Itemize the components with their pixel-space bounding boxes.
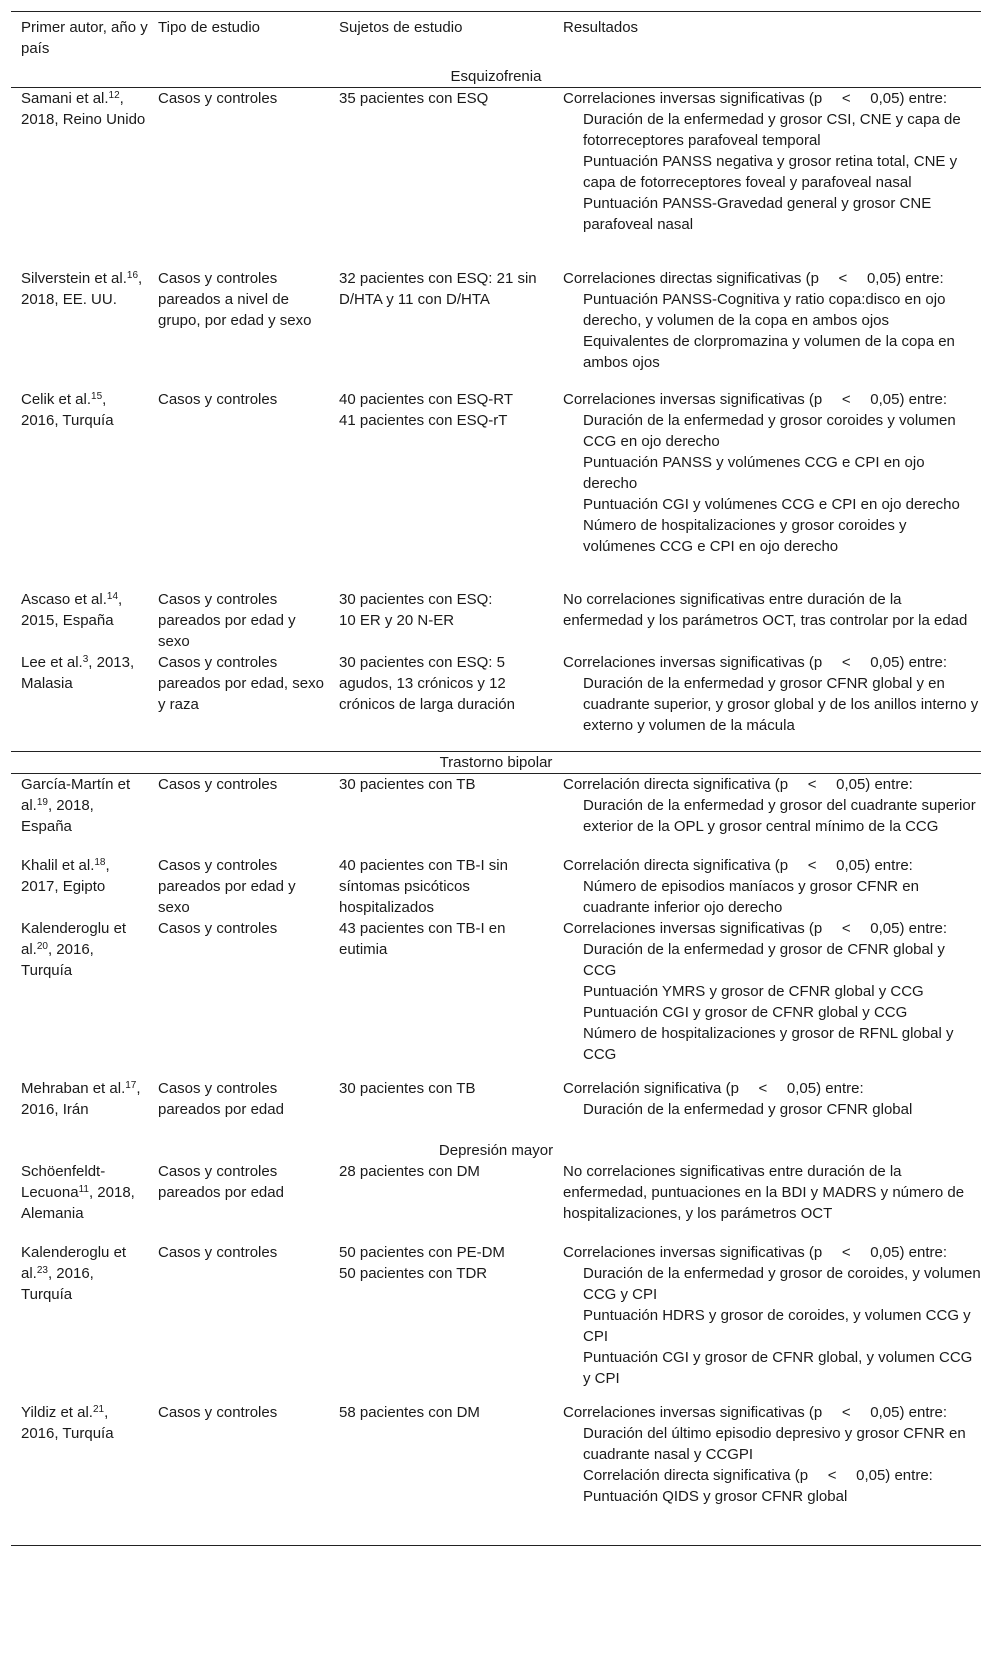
result-item: Número de hospitalizaciones y grosor coroides y volúmenes CCG e CPI en ojo derecho [583,516,907,555]
section-title: Trastorno bipolar [11,752,981,774]
results-cell: No correlaciones significativas entre duración de la enfermedad, puntuaciones en la BDI y MADRS y número de hospitalizaciones, y los parámetros OCT [563,1162,965,1222]
author-cell: Lee et al.$^3$, 2013, Malasia [21,653,135,692]
results-cell: Correlaciones inversas significativas (p < 0,05) entre: Duración de la enfermedad y grosor CSI, CNE y capa de fotorreceptores parafoveal temporal Puntuación PANSS negativa y grosor retina total, CNE y capa de fotorreceptores foveal y parafoveal nasal Puntuación PANSS-Gravedad general y grosor CNE parafoveal nasal [553,88,981,268]
result-item: Número de hospitalizaciones y grosor de RFNL global y CCG [583,1024,954,1063]
study-type-cell: Casos y controles [148,1402,329,1546]
results-cell: Correlación directa significativa (p < 0,05) entre: Duración de la enfermedad y grosor del cuadrante superior exterior de la OPL y grosor central mínimo de la CCG [553,774,981,855]
reference-number: 18 [94,856,106,868]
table-row [11,855,981,918]
result-item: Duración del último episodio depresivo y grosor CFNR en cuadrante nasal y CCGPI [583,1424,966,1463]
reference-number: 23 [36,1264,48,1276]
reference-number: 17 [125,1079,137,1091]
result-item: Puntuación PANSS y volúmenes CCG e CPI en ojo derecho [583,453,925,492]
result-item: Puntuación HDRS y grosor de coroides, y volumen CCG y CPI [583,1306,971,1345]
table-row [11,774,981,855]
study-type-cell: Casos y controles pareados por edad y sexo [158,590,296,650]
table-row [11,918,981,1078]
subjects-cell: 30 pacientes con TB [339,776,476,793]
author-cell: Kalenderoglu et al.$^{20}$, 2016, Turquía [21,919,127,979]
section-title: Esquizofrenia [11,66,981,88]
result-item: Puntuación CGI y volúmenes CCG e CPI en ojo derecho [583,495,960,513]
reference-number: 21 [92,1403,105,1415]
study-type-cell: Casos y controles [158,390,278,408]
results-cell: Correlaciones inversas significativas (p < 0,05) entre: Duración de la enfermedad y grosor CFNR global y en cuadrante superior, y grosor global y de los anillos interno y externo y volumen de la mácula [553,652,981,752]
reference-number: 15 [91,390,103,402]
result-item: Duración de la enfermedad y grosor de CFNR global y CCG [583,940,945,979]
reference-number: 20 [36,940,48,952]
subjects-cell: 30 pacientes con ESQ: 10 ER y 20 N-ER [339,590,493,629]
subjects-cell: 43 pacientes con TB-I en eutimia [339,919,506,958]
result-item: Duración de la enfermedad y grosor CFNR global y en cuadrante superior, y grosor global y de los anillos interno y externo y volumen de la mácula [583,674,979,734]
author-cell: Ascaso et al.$^{14}$, 2015, España [21,590,123,629]
subjects-cell: 32 pacientes con ESQ: 21 sin D/HTA y 11 con D/HTA [339,269,537,308]
header-author: Primer autor, año y país [21,19,148,57]
result-item: Duración de la enfermedad y grosor CSI, CNE y capa de fotorreceptores parafoveal temporal [583,111,961,149]
header-study-type: Tipo de estudio [158,19,261,36]
table-header-row [11,12,981,67]
section-row-bipolar [11,752,981,774]
result-item: Duración de la enfermedad y grosor de coroides, y volumen CCG y CPI [583,1264,981,1303]
results-cell: Correlaciones directas significativas (p < 0,05) entre: Puntuación PANSS-Cognitiva y ratio copa:disco en ojo derecho, y volumen de la copa en ambos ojos Equivalentes de clorpromazina y volumen de la copa en ambos ojos [553,268,981,389]
header-results: Resultados [563,19,639,36]
subjects-cell: 30 pacientes con TB [339,1079,476,1097]
result-item: Duración de la enfermedad y grosor coroides y volumen CCG en ojo derecho [583,411,956,450]
reference-number: 16 [126,269,139,281]
author-cell: García-Martín et al.$^{19}$, 2018, España [21,776,131,835]
result-item: Puntuación QIDS y grosor CFNR global [583,1487,848,1505]
study-type-cell: Casos y controles pareados a nivel de grupo, por edad y sexo [158,269,312,329]
header-subjects: Sujetos de estudio [339,19,463,36]
reference-number: 14 [106,590,119,602]
subjects-cell: 30 pacientes con ESQ: 5 agudos, 13 crónicos y 12 crónicos de larga duración [339,653,515,713]
result-item: Puntuación CGI y grosor de CFNR global, y volumen CCG y CPI [583,1348,973,1387]
result-item: Puntuación PANSS negativa y grosor retina total, CNE y capa de fotorreceptores foveal y parafoveal nasal [583,153,958,191]
subjects-cell: 40 pacientes con ESQ-RT 41 pacientes con ESQ-rT [339,390,513,429]
result-item: Puntuación PANSS-Cognitiva y ratio copa:disco en ojo derecho, y volumen de la copa en ambos ojos [583,290,946,329]
table-row [11,1242,981,1402]
reference-number: 12 [108,90,120,101]
results-cell: Correlación directa significativa (p < 0,05) entre: Número de episodios maníacos y grosor CFNR en cuadrante inferior ojo derecho [553,855,981,918]
subjects-cell: 28 pacientes con DM [339,1162,480,1180]
result-item: Número de episodios maníacos y grosor CFNR en cuadrante inferior ojo derecho [583,877,919,916]
author-cell: Silverstein et al.$^{16}$, 2018, EE. UU. [21,269,143,308]
reference-number: 19 [36,797,48,808]
results-cell: Correlaciones inversas significativas (p < 0,05) entre: Duración de la enfermedad y grosor de CFNR global y CCG Puntuación YMRS y grosor de CFNR global y CCG Puntuación CGI y grosor de CFNR global y CCG Número de hospitalizaciones y grosor de RFNL global y CCG [553,918,981,1078]
reference-number: 3 [82,653,89,665]
study-type-cell: Casos y controles pareados por edad [158,1079,284,1118]
study-type-cell: Casos y controles pareados por edad [158,1162,284,1201]
table-row [11,589,981,652]
results-cell: Correlaciones inversas significativas (p < 0,05) entre: Duración de la enfermedad y grosor de coroides, y volumen CCG y CPI Puntuación HDRS y grosor de coroides, y volumen CCG y CPI Puntuación CGI y grosor de CFNR global, y volumen CCG y CPI [563,1243,981,1387]
study-type-cell: Casos y controles pareados por edad, sexo y raza [158,653,324,713]
result-item: Duración de la enfermedad y grosor del cuadrante superior exterior de la OPL y grosor central mínimo de la CCG [583,797,976,835]
table-row [11,1078,981,1140]
results-cell: No correlaciones significativas entre duración de la enfermedad y los parámetros OCT, tras controlar por la edad [563,590,968,629]
result-item: Equivalentes de clorpromazina y volumen de la copa en ambos ojos [583,332,955,371]
results-cell: Correlaciones inversas significativas (p < 0,05) entre: Duración de la enfermedad y grosor coroides y volumen CCG en ojo derecho Puntuación PANSS y volúmenes CCG e CPI en ojo derecho Puntuación CGI y volúmenes CCG e CPI en ojo derecho Número de hospitalizaciones y grosor coroides y volúmenes CCG e CPI en ojo derecho [553,389,981,589]
study-type-cell: Casos y controles [158,919,278,937]
result-item: Duración de la enfermedad y grosor CFNR global [583,1100,913,1118]
author-cell: Yildiz et al.$^{21}$, 2016, Turquía [11,1402,148,1546]
results-table [11,11,981,1546]
author-cell: Schöenfeldt-Lecuona$^{11}$, 2018, Alemania [21,1162,135,1222]
section-row-depression [11,1140,981,1161]
section-row-schizophrenia [11,66,981,88]
author-cell: Celik et al.$^{15}$, 2016, Turquía [21,390,114,429]
table-row [11,389,981,589]
subjects-cell: 40 pacientes con TB-I sin síntomas psicóticos hospitalizados [339,856,508,916]
table-row [11,1161,981,1242]
table-row [11,268,981,389]
result-item: Puntuación YMRS y grosor de CFNR global y CCG [583,982,924,1000]
table-row [11,652,981,752]
table-row [11,1402,981,1546]
result-item: Puntuación CGI y grosor de CFNR global y CCG [583,1003,908,1021]
author-cell: Mehraban et al.$^{17}$, 2016, Irán [21,1079,141,1118]
study-type-cell: Casos y controles [158,1243,278,1261]
results-table-container [11,11,981,1546]
author-cell: Khalil et al.$^{18}$, 2017, Egipto [21,856,110,895]
results-cell: Correlaciones inversas significativas (p < 0,05) entre: Duración del último episodio depresivo y grosor CFNR en cuadrante nasal y CCGPI Correlación directa significativa (p < 0,05) entre: Puntuación QIDS y grosor CFNR global [553,1402,981,1546]
subjects-cell: 58 pacientes con DM [329,1402,553,1546]
results-cell: Correlación significativa (p < 0,05) entre: Duración de la enfermedad y grosor CFNR global [553,1078,981,1140]
reference-number: 11 [78,1183,89,1195]
study-type-cell: Casos y controles pareados por edad y sexo [158,856,296,916]
result-item: Puntuación PANSS-Gravedad general y grosor CNE parafoveal nasal [583,195,932,233]
study-type-cell: Casos y controles [158,90,278,107]
study-type-cell: Casos y controles [158,776,278,793]
author-cell: Samani et al.$^{12}$, 2018, Reino Unido [21,90,146,128]
section-title: Depresión mayor [438,1141,554,1159]
author-cell: Kalenderoglu et al.$^{23}$, 2016, Turquía [21,1243,127,1303]
subjects-cell: 35 pacientes con ESQ [339,90,489,107]
subjects-cell: 50 pacientes con PE-DM 50 pacientes con TDR [339,1243,505,1282]
table-row [11,88,981,268]
